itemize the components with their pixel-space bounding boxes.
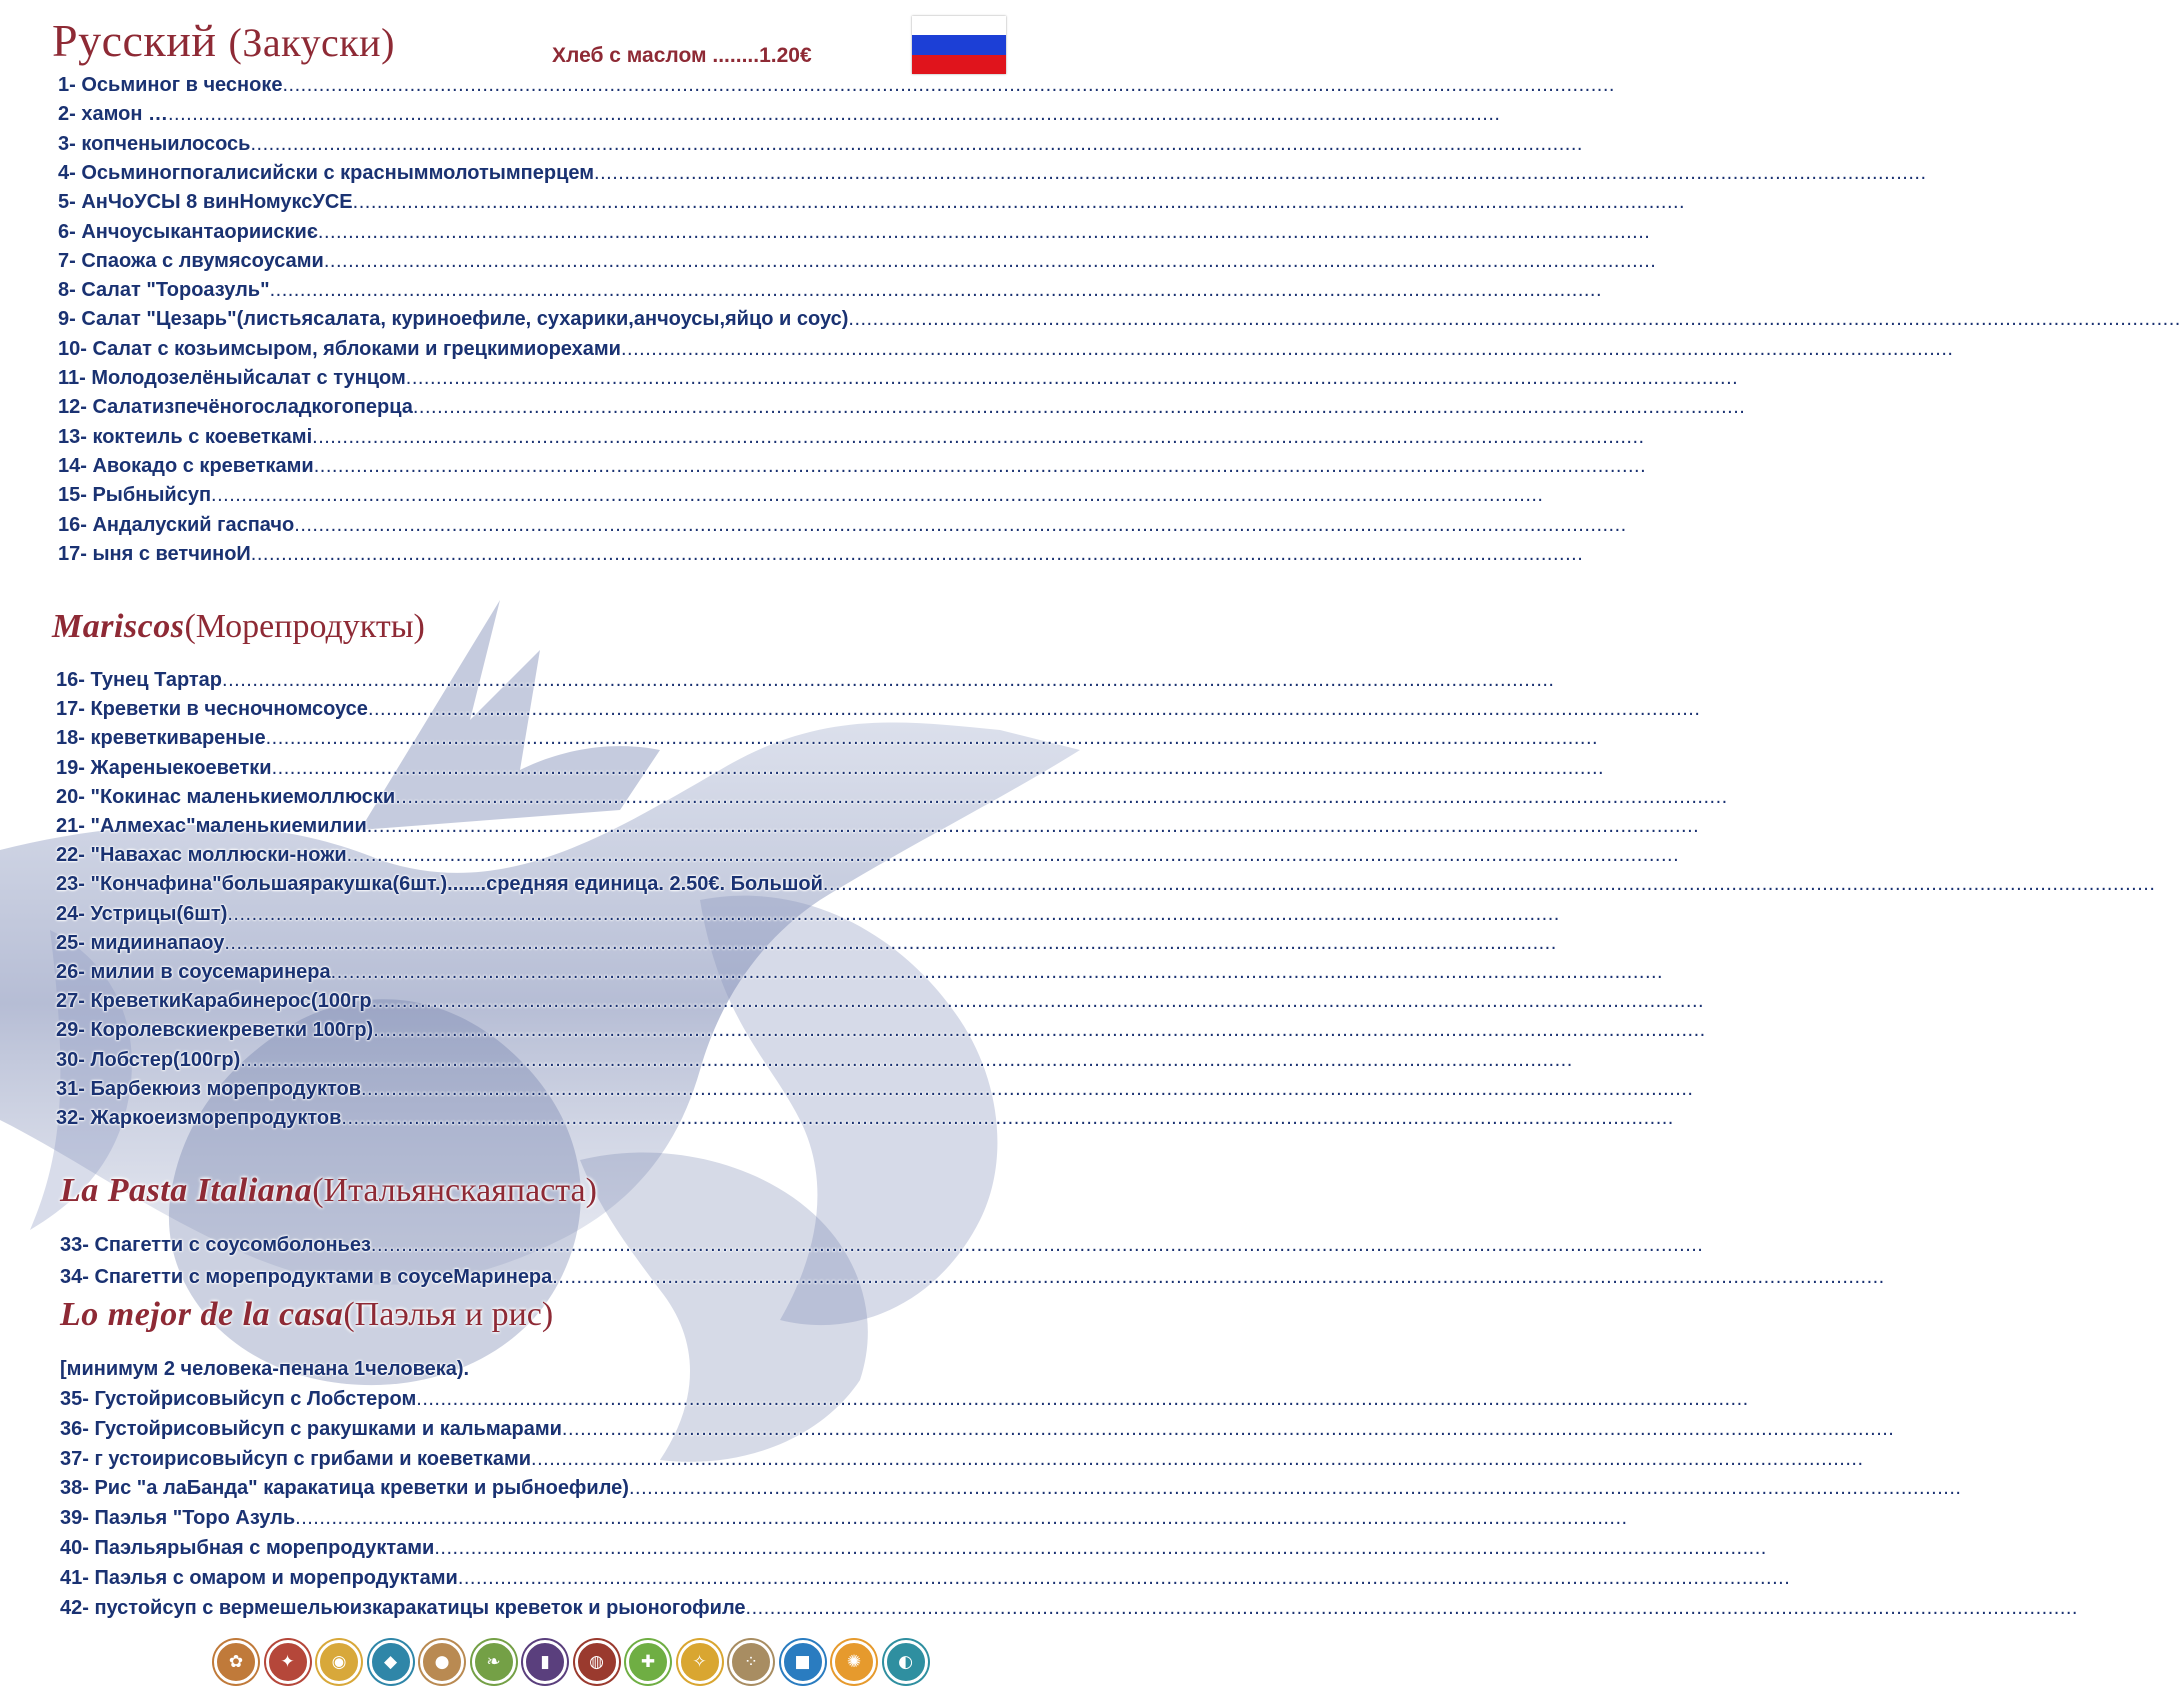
nuts-icon [575,1640,619,1684]
crustaceans-icon [266,1640,310,1684]
icon-glyph: ▮ [540,1652,550,1672]
menu-item-leader: ............................................................................................................................................................................................................................ [250,542,1584,565]
menu-item-leader: ............................................................................................................................................................................................................................ [294,513,1627,536]
menu-item-leader: ............................................................................................................................................................................................................................ [745,1596,2078,1619]
menu-item-label: 39- Паэлья "Торо Азуль [60,1507,296,1530]
menu-item [58,160,1927,186]
eggs-icon [317,1640,361,1684]
menu-item [56,842,1680,868]
menu-item [56,1047,1573,1073]
menu-item [56,784,1728,810]
menu-item [58,336,1954,362]
menu-item [56,959,1664,985]
icon-glyph: ✚ [640,1652,656,1672]
menu-item [56,813,1700,839]
gluten-icon [214,1640,258,1684]
menu-item-label: 17- ыня с ветчиноИ [58,542,251,565]
menu-item-label: 7- Спаожа с лвумясоусами [58,249,324,272]
menu-item-leader: ............................................................................................................................................................................................................................ [367,698,1701,721]
menu-item-leader: ............................................................................................................................................................................................................................ [282,74,1615,96]
menu-item-label: 1- Осьминог в чесноке [58,74,283,96]
lupin-icon [832,1640,876,1684]
menu-item-label: 37- г устоирисовыйсуп с грибами и коеветками [60,1447,532,1470]
menu-item [58,131,1583,157]
menu-item-leader: ............................................................................................................................................................................................................................ [295,1507,1628,1530]
menu-item [60,1505,1628,1531]
soy-icon [472,1640,516,1684]
menu-item-leader: ............................................................................................................................................................................................................................ [457,1566,1791,1589]
icon-glyph: ◐ [898,1652,913,1672]
icon-glyph: ✧ [692,1652,707,1672]
section-note: [минимум 2 человека-пенана 1человека). [60,1358,470,1380]
menu-item-leader: ............................................................................................................................................................................................................................ [341,1107,1674,1129]
section-title [52,608,425,646]
menu-item-leader: ............................................................................................................................................................................................................................ [594,161,1927,184]
menu-item-label: 4- Осьминогпогалисийски с красныммолотымперцем [58,161,595,184]
menu-item-label: 31- Барбекюиз морепродуктов [56,1077,361,1100]
menu-item [56,871,2156,897]
menu-item-leader: ............................................................................................................................................................................................................................ [822,873,2156,896]
menu-item [56,930,1557,956]
menu-item [56,988,1705,1014]
menu-item [58,424,1645,450]
menu-item-leader: ............................................................................................................................................................................................................................ [313,454,1647,477]
section-title-text: (Итальянскаяпаста) [312,1172,597,1209]
menu-item [58,541,1584,567]
menu-item-label: 19- Жареныекоеветки [56,756,272,779]
page-title [52,14,395,67]
menu-item [56,901,1560,927]
menu-item-label: 42- пустойсуп с вермешельюизкаракатицы креветок и рыоногофиле [60,1596,746,1619]
menu-item-leader: ............................................................................................................................................................................................................................ [265,727,1599,750]
menu-item-leader: ............................................................................................................................................................................................................................ [395,785,1728,808]
menu-item-leader: ............................................................................................................................................................................................................................ [224,931,1557,954]
menu-item [60,1232,1704,1258]
menu-item-label: 3- копченыилосось [58,132,251,155]
menu-item-leader: ............................................................................................................................................................................................................................ [552,1266,1885,1288]
menu-item-label: 12- Салатизпечёногосладкогоперца [58,396,413,419]
menu-item-leader: ............................................................................................................................................................................................................................ [416,1388,1749,1410]
menu-item-leader: ............................................................................................................................................................................................................................ [346,844,1680,867]
menu-item-leader: ............................................................................................................................................................................................................................ [317,220,1651,243]
menu-item-leader: ............................................................................................................................................................................................................................ [222,669,1555,691]
menu-item-leader: ............................................................................................................................................................................................................................ [366,815,1700,837]
menu-item-label: 30- Лобстер(100гр) [56,1048,241,1071]
menu-item [58,453,1647,479]
menu-item-label: 10- Салат с козьимсыром, яблоками и грецкимиорехами [58,337,621,360]
section-title [60,1296,553,1334]
menu-item [60,1264,1885,1290]
menu-item-label: 18- креветкивареные [56,727,266,750]
menu-item [56,725,1599,751]
milk-icon [523,1640,567,1684]
menu-item-leader: ............................................................................................................................................................................................................................ [352,191,1686,214]
menu-item-leader: ............................................................................................................................................................................................................................ [211,484,1544,507]
menu-item-leader: ............................................................................................................................................................................................................................ [167,103,1501,126]
menu-item-label: 41- Паэлья с омаром и морепродуктами [60,1566,458,1589]
menu-item [58,248,1657,274]
menu-item [60,1475,1962,1501]
menu-item [58,482,1544,508]
menu-item-leader: ............................................................................................................................................................................................................................ [312,425,1645,448]
menu-item [60,1446,1864,1472]
menu-item-leader: ............................................................................................................................................................................................................................ [628,1477,1962,1500]
menu-item-label: 17- Креветки в чесночномсоусе [56,698,368,721]
icon-glyph: ◉ [331,1652,347,1672]
menu-item-label: 34- Спагетти с морепродуктами в соусеМаринера [60,1266,553,1288]
section-title-prefix: Lo mejor de la casa [60,1296,344,1333]
peanuts-icon [420,1640,464,1684]
menu-item-label: 16- Тунец Тартар [56,669,223,691]
icon-glyph: ■ [794,1652,811,1672]
menu-item [56,1017,1706,1043]
menu-item [56,755,1605,781]
icon-glyph: ◆ [383,1652,398,1672]
menu-item [58,394,1746,420]
menu-item [60,1595,2078,1621]
menu-item-leader: ............................................................................................................................................................................................................................ [405,367,1739,389]
menu-item-label: 20- "Кокинас маленькиемоллюски [56,785,396,808]
menu-item-label: 13- коктеиль с коеветкамі [58,425,313,448]
page-title-text: Русский [52,15,217,66]
section-title-prefix: La Pasta Italiana [60,1172,313,1209]
mustard-icon [678,1640,722,1684]
menu-item-label: 36- Густойрисовыйсуп с ракушками и кальмарами [60,1417,562,1440]
section-title-text: (Паэлья и рис) [343,1296,554,1333]
menu-item-leader: ............................................................................................................................................................................................................................ [434,1537,1767,1559]
menu-item-leader: ............................................................................................................................................................................................................................ [373,1019,1706,1042]
icon-glyph: ✺ [846,1652,862,1672]
fish-icon [369,1640,413,1684]
menu-item-leader: ............................................................................................................................................................................................................................ [371,990,1705,1013]
menu-item-leader: ............................................................................................................................................................................................................................ [240,1048,1573,1071]
menu-item [58,101,1501,127]
menu-item-label: 29- Королевскиекреветки 100гр) [56,1019,374,1042]
menu-item-label: 22- "Навахас моллюски-ножи [56,844,347,867]
menu-item-label: 33- Спагетти с соусомболоньез [60,1234,371,1256]
menu-item-leader: ............................................................................................................................................................................................................................ [370,1234,1704,1256]
bread-price: Хлеб с маслом ........1.20€ [552,44,812,67]
icon-glyph: ❧ [486,1652,501,1672]
menu-item-label: 26- милии в соусемаринера [56,961,331,983]
menu-item-label: 32- Жаркоеизморепродуктов [56,1107,342,1129]
menu-item-label: 35- Густойрисовыйсуп с Лобстером [60,1388,417,1410]
menu-item-label: 8- Салат "Тороазуль" [58,279,270,302]
menu-item-label: 15- Рыбныйсуп [58,484,212,507]
menu-item [60,1535,1767,1561]
sulphites-icon [781,1640,825,1684]
menu-item [58,219,1651,245]
icon-glyph: ✦ [280,1652,295,1672]
menu-item-label: 16- Андалуский гаспачо [58,513,295,536]
page-title-sub: (Закуски) [228,20,395,65]
allergen-icons [214,1640,944,1690]
menu-item-leader: ............................................................................................................................................................................................................................ [848,308,2181,331]
menu-item [56,1076,1694,1102]
menu-item [58,306,2181,332]
menu-item-label: 23- "Кончафина"большаяракушка(6шт.).......средняя единица. 2.50€. Большой [56,873,823,896]
menu-item-leader: ............................................................................................................................................................................................................................ [561,1417,1895,1440]
sesame-icon [729,1640,773,1684]
menu-item [56,696,1701,722]
menu-item-label: 5- АнЧоУСЫ 8 винНомуксУСЕ [58,191,353,214]
icon-glyph: ⁘ [743,1652,759,1672]
menu-item-label: 2- хамон … [58,103,168,126]
icon-glyph: ◍ [589,1652,604,1672]
menu-item-leader: ............................................................................................................................................................................................................................ [271,756,1605,779]
menu-item-label: 14- Авокадо с креветками [58,454,314,477]
menu-item-leader: ............................................................................................................................................................................................................................ [412,396,1746,419]
menu-item [58,365,1739,391]
celery-icon [626,1640,670,1684]
menu-item-label: 27- КреветкиКарабинерос(100гр [56,990,372,1013]
section-title-text: (Морепродукты) [184,608,425,645]
menu-item [58,72,1615,98]
menu-item-leader: ............................................................................................................................................................................................................................ [227,902,1560,925]
menu-item-label: 6- Анчоусыкантаориискиє [58,220,318,243]
menu-item [60,1386,1749,1412]
menu-item [58,189,1686,215]
section-title-prefix: Mariscos [52,608,185,645]
menu-item-leader: ............................................................................................................................................................................................................................ [531,1447,1864,1470]
menu-item-leader: ............................................................................................................................................................................................................................ [250,132,1583,155]
menu-item [58,277,1603,303]
menu-item-label: 11- Молодозелёныйсалат с тунцом [58,367,406,389]
menu-item-label: 24- Устрицы(6шт) [56,902,228,925]
menu-item-label: 9- Салат "Цезарь"(листьясалата, куриноефиле, сухарики,анчоусы,яйцо и соус) [58,308,849,331]
menu-item [58,512,1627,538]
molluscs-icon [884,1640,928,1684]
menu-item-leader: ............................................................................................................................................................................................................................ [620,337,1954,360]
section-title [60,1172,597,1210]
menu-item-label: 40- Паэльярыбная с морепродуктами [60,1537,435,1559]
flag-stripe-blue [912,35,1006,54]
russia-flag-icon [912,16,1006,74]
menu-item-leader: ............................................................................................................................................................................................................................ [323,249,1657,272]
menu-item-label: 38- Рис "а лаБанда" каракатица креветки и рыбноефиле) [60,1477,629,1500]
menu-item [56,1105,1674,1131]
icon-glyph: ✿ [228,1652,244,1672]
menu-item [60,1416,1895,1442]
menu-item-leader: ............................................................................................................................................................................................................................ [361,1077,1694,1100]
flag-stripe-white [912,16,1006,35]
icon-glyph: ● [434,1652,450,1672]
menu-item [56,667,1555,693]
menu-item-label: 21- "Алмехас"маленькиемилии [56,815,367,837]
menu-item [60,1565,1791,1591]
menu-item-leader: ............................................................................................................................................................................................................................ [330,961,1664,983]
menu-item-label: 25- мидиинапаоу [56,931,225,954]
menu-item-leader: ............................................................................................................................................................................................................................ [269,279,1603,302]
